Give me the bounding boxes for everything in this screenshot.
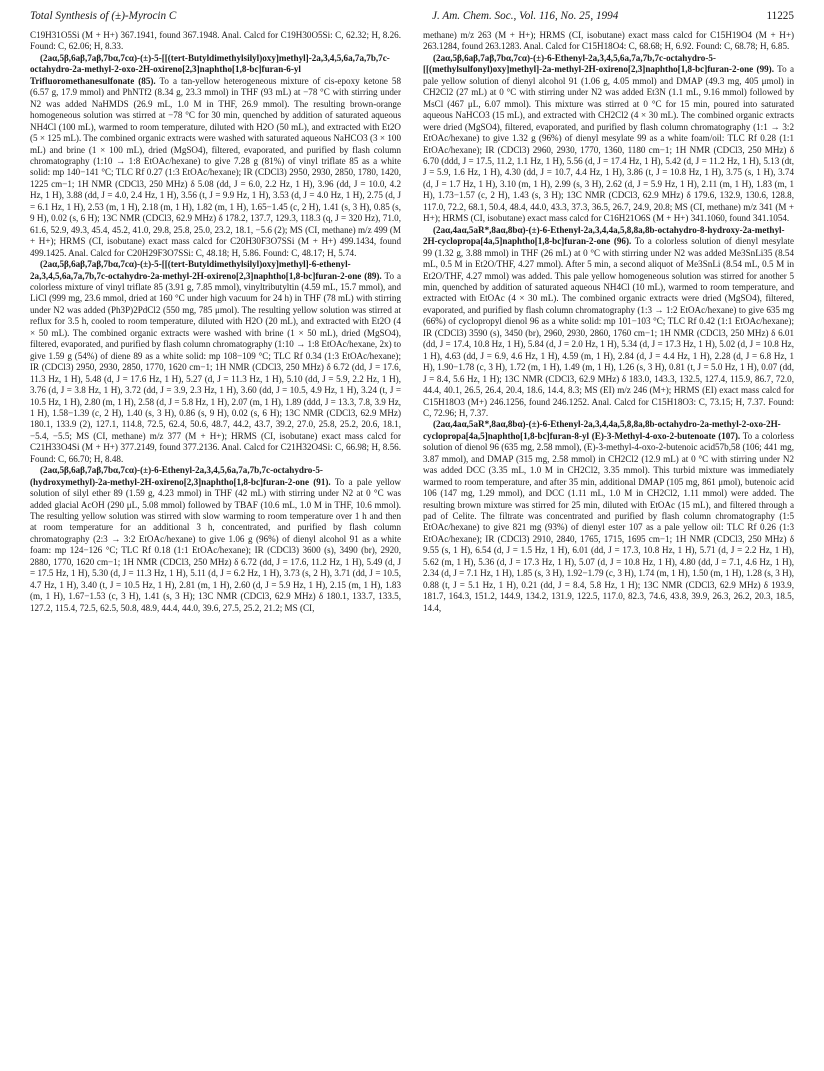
paragraph — [30, 259, 401, 465]
paragraph-text: To a pale yellow solution of dienyl alcohol 91 (1.06 g, 4.05 mmol) and DMAP (49.3 mg, 405 μmol) in CH2Cl2 (27 mL) at 0 °C with stirring under N2 was added Et3N (1.1 mL, 9.16 mmol) followed by MsCl (467 μL, 6.07 mmol). This mixture was stirred at 0 °C for 15 min, poured into saturated aqueous NaHCO3 (15 mL), and extracted with CH2Cl2 (4 × 30 mL). The combined organic extracts were dried (MgSO4), filtered, evaporated, and purified by flash column chromatography (1:1 → 3:2 EtOAc/hexane) to give 1.32 g (96%) of dienyl mesylate 99 as a white foam/oil: TLC Rf 0.28 (1:1 EtOAc/hexane); IR (CDCl3) 2960, 2930, 1770, 1360, 1180 cm−1; 1H NMR (CDCl3, 250 MHz) δ 6.70 (ddd, J = 17.5, 11.2, 1.1 Hz, 1 H), 5.56 (d, J = 17.4 Hz, 1 H), 5.42 (d, J = 11.2 Hz, 1 H), 5.13 (dt, J = 5.9, 1.6 Hz, 1 H), 4.30 (dd, J = 10.7, 4.4 Hz, 1 H), 3.86 (t, J = 10.8 Hz, 1 H), 3.75 (s, 1 H), 3.74 (d, J = 1.7 Hz, 1 H), 3.10 (m, 1 H), 2.99 (s, 3 H), 2.62 (d, J = 5.9 Hz, 1 H), 2.11 (m, 1 H), 1.83 (m, 1 H), 1.73−1.57 (c, 2 H), 1.43 (s, 3 H); 13C NMR (CDCl3, 62.9 MHz) δ 179.6, 132.9, 130.6, 128.8, 117.0, 72.2, 68.1, 50.4, 48.4, 44.0, 43.3, 37.3, 36.5, 26.7, 24.9, 20.8; MS (CI, methane) m/z 341 (M + H+); HRMS (CI, isobutane) exact mass calcd for C16H21O6S (M + H+) 341.1060, found 341.1054. — [423, 64, 794, 224]
compound-title: (2aα,5β,6aβ,7aβ,7bα,7cα)-(±)-6-Ethenyl-2a,3,4,5,6a,7a,7b,7c-octahydro-5-[[(methylsulfonyl)oxy]methyl]-2a-methyl-2H-oxireno[2,3]naphtho[1,8-bc]furan-2-one (99). — [423, 52, 774, 75]
paragraph — [30, 465, 401, 614]
paragraph — [30, 53, 401, 259]
paragraph — [423, 53, 794, 225]
right-column — [423, 30, 794, 1060]
paragraph-text: To a colorless solution of dienyl mesylate 99 (1.32 g, 3.88 mmol) in THF (26 mL) at 0 °C with stirring under N2 was added Me3SnLi35 (8.54 mL, 0.5 M in Et2O/THF, 4.27 mmol). After 5 min, a second aliquot of Me3SnLi (8.54 mL, 0.5 M in Et2O/THF, 4.27 mmol) was added. This pale yellow homogeneous solution was stirred for another 5 min, quenched by addition of saturated aqueous NH4Cl (10 mL), warmed to room temperature, and extracted with EtOAc (4 × 30 mL). The combined organic extracts were dried (MgSO4), filtered, evaporated, and purified by flash column chromatography (1:3 → 1:2 EtOAc/hexane) to give 635 mg (66%) of cyclopropyl dienol 96 as a white solid: mp 101−103 °C; TLC Rf 0.42 (1:1 EtOAc/hexane); IR (CDCl3) 3590 (s), 3450 (br), 2960, 2930, 2860, 1760 cm−1; 1H NMR (CDCl3, 250 MHz) δ 6.01 (dd, J = 17.4, 10.8 Hz, 1 H), 5.84 (d, J = 2.0 Hz, 1 H), 5.34 (d, J = 17.3 Hz, 1 H), 5.02 (d, J = 10.8 Hz, 1 H), 4.63 (dd, J = 6.9, 4.6 Hz, 1 H), 4.59 (m, 1 H), 2.84 (d, J = 4.4 Hz, 1 H), 2.28 (d, J = 6.8 Hz, 1 H), 1.90−1.78 (c, 3 H), 1.72 (m, 1 H), 1.49 (m, 1 H), 1.26 (s, 3 H), 0.81 (t, J = 5.0 Hz, 1 H), 0.07 (dd, J = 8.4, 5.6 Hz, 1 H); 13C NMR (CDCl3, 62.9 MHz) δ 183.0, 143.3, 132.5, 127.4, 115.9, 86.7, 72.0, 44.4, 40.1, 26.5, 26.4, 20.4, 18.6, 14.4, 8.3; MS (EI) m/z 246 (M+); HRMS (EI) exact mass calcd for C15H18O3 (M+) 246.1256, found 246.1252. Anal. Calcd for C15H18O3: C, 73.15; H, 7.37. Found: C, 72.96; H, 7.37. — [423, 236, 794, 418]
page-number: 11225 — [766, 10, 794, 22]
paragraph-text: To a tan-yellow heterogeneous mixture of cis-epoxy ketone 58 (6.57 g, 17.9 mmol) and PhNTf2 (8.34 g, 23.3 mmol) in THF (93 mL) at −78 °C with stirring under N2 was added NaHMDS (26.9 mL, 1.0 M in THF, 26.9 mmol). The resulting brown-orange homogeneous solution was stirred at −78 °C for 30 min, quenched by addition of saturated aqueous NH4Cl (100 mL), warmed to room temperature, diluted with H2O (50 mL), and extracted with Et2O (5 × 125 mL). The combined organic extracts were washed with saturated aqueous NaHCO3 (3 × 100 mL) and brine (1 × 100 mL), dried (MgSO4), filtered, evaporated, and purified by flash column chromatography (1:10 → 1:8 EtOAc/hexane) to give 7.28 g (81%) of vinyl triflate 85 as a white solid: mp 140−141 °C; TLC Rf 0.27 (1:3 EtOAc/hexane); IR (CDCl3) 2950, 2930, 2850, 1780, 1420, 1225 cm−1; 1H NMR (CDCl3, 250 MHz) δ 5.08 (dd, J = 6.0, 2.2 Hz, 1 H), 3.96 (dd, J = 10.0, 4.2 Hz, 1 H), 3.88 (dd, J = 4.0, 2.4 Hz, 1 H), 3.56 (t, J = 9.9 Hz, 1 H), 3.53 (d, J = 4.0 Hz, 1 H), 2.75 (d, J = 6.1 Hz, 1 H), 2.53 (m, 1 H), 2.18 (m, 1 H), 1.82 (m, 1 H), 1.65−1.45 (c, 2 H), 1.41 (s, 3 H), 0.85 (s, 9 H), 0.02 (s, 6 H); 13C NMR (CDCl3, 62.9 MHz) δ 178.2, 137.7, 129.3, 118.3 (q, J = 320 Hz), 71.0, 61.6, 52.9, 49.3, 45.4, 45.2, 41.0, 29.8, 25.8, 25.0, 23.2, 18.1, −5.6 (2); MS (CI, methane) m/z 499 (M + H+); HRMS (CI, isobutane) exact mass calcd for C20H30F3O7SSi (M + H+) 499.1434, found 499.1425. Anal. Calcd for C20H29F3O7SSi: C, 48.18; H, 5.86. Found: C, 48.17; H, 5.74. — [30, 75, 401, 258]
paragraph — [423, 30, 794, 53]
paragraph-text: methane) m/z 263 (M + H+); HRMS (CI, isobutane) exact mass calcd for C15H19O4 (M + H+) 263.1284, found 263.1283. Anal. Calcd for C15H18O4: C, 68.68; H, 6.92. Found: C, 68.78; H, 6.85. — [423, 30, 794, 52]
paragraph-text: To a pale yellow solution of silyl ether 89 (1.59 g, 4.23 mmol) in THF (42 mL) with stirring under N2 at 0 °C was added glacial AcOH (290 μL, 5.08 mmol) followed by TBAF (10.6 mL, 1.0 M in THF, 10.6 mmol). The resulting yellow solution was stirred with slow warming to room temperature over 1 h and then at room temperature for an additional 3 h, concentrated, and purified by flash column chromatography (2:3 → 3:2 EtOAc/hexane) to give 1.06 g (96%) of dienyl alcohol 91 as a white foam: mp 124−126 °C; TLC Rf 0.18 (1:1 EtOAc/hexane); IR (CDCl3) 3600 (s), 3490 (br), 2920, 2880, 1770, 1620 cm−1; 1H NMR (CDCl3, 250 MHz) δ 6.72 (dd, J = 17.6, 11.2 Hz, 1 H), 5.49 (d, J = 17.5 Hz, 1 H), 5.30 (d, J = 11.3 Hz, 1 H), 5.11 (d, J = 6.2 Hz, 1 H), 3.73 (s, 2 H), 3.71 (dd, J = 10.5, 4.7 Hz, 1 H), 3.40 (t, J = 10.5 Hz, 1 H), 2.81 (m, 1 H), 2.60 (d, J = 5.9 Hz, 1 H), 2.15 (m, 1 H), 1.83 (m, 1 H), 1.67−1.53 (c, 3 H), 1.41 (s, 3 H); 13C NMR (CDCl3, 62.9 MHz) δ 180.1, 133.7, 133.5, 127.2, 115.4, 72.5, 62.5, 50.8, 48.9, 44.4, 44.0, 39.6, 27.5, 25.2, 21.2; MS (CI, — [30, 476, 401, 613]
paragraph-text: To a colorless mixture of vinyl triflate 85 (3.91 g, 7.85 mmol), vinyltributyltin (4.59 mL, 15.7 mmol), and LiCl (999 mg, 23.6 mmol, dried at 160 °C under high vacuum for 24 h) in THF (78 mL) with stirring under N2 was added (Ph3P)2PdCl2 (550 mg, 785 μmol). The resulting yellow solution was stirred at reflux for 3.5 h, cooled to room temperature, diluted with H2O (20 mL), and extracted with Et2O (4 × 50 mL). The combined organic extracts were washed with brine (1 × 50 mL), dried (MgSO4), filtered, evaporated, and purified by flash column chromatography (1:10 → 1:8 EtOAc/hexane, 2x) to give 1.59 g (54%) of diene 89 as a white solid: mp 108−109 °C; TLC Rf 0.34 (1:3 EtOAc/hexane); IR (CDCl3) 2950, 2930, 2850, 1770, 1620 cm−1; 1H NMR (CDCl3, 250 MHz) δ 6.72 (dd, J = 17.6, 11.3 Hz, 1 H), 5.48 (d, J = 17.6 Hz, 1 H), 5.27 (d, J = 11.3 Hz, 1 H), 5.10 (dd, J = 5.9, 2.2 Hz, 1 H), 3.76 (d, J = 3.8 Hz, 1 H), 3.72 (dd, J = 3.9, 2.3 Hz, 1 H), 3.60 (dd, J = 10.5, 4.9 Hz, 1 H), 3.24 (t, J = 10.5 Hz, 1 H), 2.80 (m, 1 H), 2.58 (d, J = 5.8 Hz, 1 H), 2.07 (m, 1 H), 1.89 (ddd, J = 13.3, 7.8, 3.9 Hz, 1 H), 1.58−1.39 (c, 2 H), 1.40 (s, 3 H), 0.86 (s, 9 H), 0.02 (s, 6 H); 13C NMR (CDCl3, 62.9 MHz) 180.1, 133.9 (2), 127.1, 114.8, 72.5, 62.4, 50.6, 48.7, 44.2, 43.7, 39.2, 27.0, 25.8, 25.2, 20.6, 18.1, −5.4, −5.5; MS (CI, methane) m/z 377 (M + H+); HRMS (CI, isobutane) exact mass calcd for C21H33O4Si (M + H+) 377.2149, found 377.2136. Anal. Calcd for C21H32O4Si: C, 66.98; H, 8.56. Found: C, 66.70; H, 8.48. — [30, 270, 401, 464]
left-column — [30, 30, 401, 1060]
paragraph — [30, 30, 401, 53]
compound-title: (2aα,5β,6aβ,7aβ,7bα,7cα)-(±)-5-[[(tert-Butyldimethylsilyl)oxy]methyl]-2a,3,4,5,6a,7a,7b,7c-octahydro-2a-methyl-2-oxo-2H-oxireno[2,3]naphtho[1,8-bc]furan-6-yl Trifluoromethanesulfonate (85). — [30, 52, 390, 86]
compound-title: (2aα,5β,6aβ,7aβ,7bα,7cα)-(±)-6-Ethenyl-2a,3,4,5,6a,7a,7b,7c-octahydro-5-(hydroxymethyl)-2a-methyl-2H-oxireno[2,3]naphtho[1,8-bc]furan-2-one (91). — [30, 465, 331, 487]
paragraph-text: To a colorless solution of dienol 96 (635 mg, 2.58 mmol), (E)-3-methyl-4-oxo-2-butenoic acid57b,58 (106; 441 mg, 3.87 mmol), and DMAP (315 mg, 2.58 mmol) in CH2Cl2 (12.9 mL) at 0 °C with stirring under N2 was added DCC (3.35 mL, 1.0 M in CH2Cl2, 3.35 mmol). This turbid mixture was immediately warmed to room temperature, and after 35 min, additional DMAP (105 mg, 861 μmol), butenoic acid 106 (147 mg, 1.29 mmol), and DCC (1.11 mL, 1.0 M in CH2Cl2, 1.11 mmol) were added. The resulting brown mixture was stirred for 25 min, diluted with EtOAc (15 mL), and filtered through a pad of Celite. The filtrate was concentrated and purified by flash column chromatography (1:5 EtOAc/hexane) to give 821 mg (93%) of dienyl ester 107 as a pale yellow oil: TLC Rf 0.26 (1:3 EtOAc/hexane); IR (CDCl3) 2910, 2840, 1765, 1715, 1695 cm−1; 1H NMR (CDCl3, 250 MHz) δ 9.55 (s, 1 H), 6.54 (d, J = 1.5 Hz, 1 H), 6.01 (dd, J = 17.3, 10.8 Hz, 1 H), 5.71 (d, J = 2.2 Hz, 1 H), 5.62 (m, 1 H), 5.36 (d, J = 17.3 Hz, 1 H), 5.07 (d, J = 10.8 Hz, 1 H), 4.80 (dd, J = 7.1, 4.6 Hz, 1 H), 2.34 (d, J = 7.1 Hz, 1 H), 1.85 (s, 3 H), 1.92−1.79 (c, 3 H), 1.74 (m, 1 H), 1.50 (m, 1 H), 1.28 (s, 3 H), 0.88 (t, J = 5.1 Hz, 1 H), 0.21 (dd, J = 8.4, 5.8 Hz, 1 H); 13C NMR (CDCl3, 62.9 MHz) δ 193.9, 181.7, 164.3, 151.2, 144.9, 134.2, 131.9, 122.5, 117.0, 82.3, 74.6, 43.8, 39.9, 26.3, 26.2, 20.3, 18.5, 14.4, — [423, 430, 794, 613]
paragraph-text: C19H31O5Si (M + H+) 367.1941, found 367.1948. Anal. Calcd for C19H30O5Si: C, 62.32; H, 8.26. Found: C, 62.06; H, 8.33. — [30, 30, 401, 52]
compound-title: (2aα,5β,6aβ,7aβ,7bα,7cα)-(±)-5-[[(tert-Butyldimethylsilyl)oxy]methyl]-6-ethenyl-2a,3,4,5,6a,7a,7b,7c-octahydro-2a-methyl-2H-oxireno[2,3]naphtho[1,8-bc]furan-2-one (89). — [30, 259, 382, 281]
running-header — [30, 10, 794, 26]
paragraph — [423, 419, 794, 614]
compound-title: (2aα,4aα,5aR*,8aα,8bα)-(±)-6-Ethenyl-2a,3,4,4a,5,8,8a,8b-octahydro-2a-methyl-2-oxo-2H-cyclopropa[4a,5]naphtho[1,8-bc]furan-8-yl (E)-3-Methyl-4-oxo-2-butenoate (107). — [423, 419, 781, 441]
paragraph — [423, 225, 794, 420]
journal-citation: J. Am. Chem. Soc., Vol. 116, No. 25, 1994 — [432, 10, 619, 22]
compound-title: (2aα,4aα,5aR*,8aα,8bα)-(±)-6-Ethenyl-2a,3,4,4a,5,8,8a,8b-octahydro-8-hydroxy-2a-methyl-2H-cyclopropa[4a,5]naphtho[1,8-bc]furan-2-one (96). — [423, 224, 785, 247]
running-title: Total Synthesis of (±)-Myrocin C — [30, 10, 177, 22]
